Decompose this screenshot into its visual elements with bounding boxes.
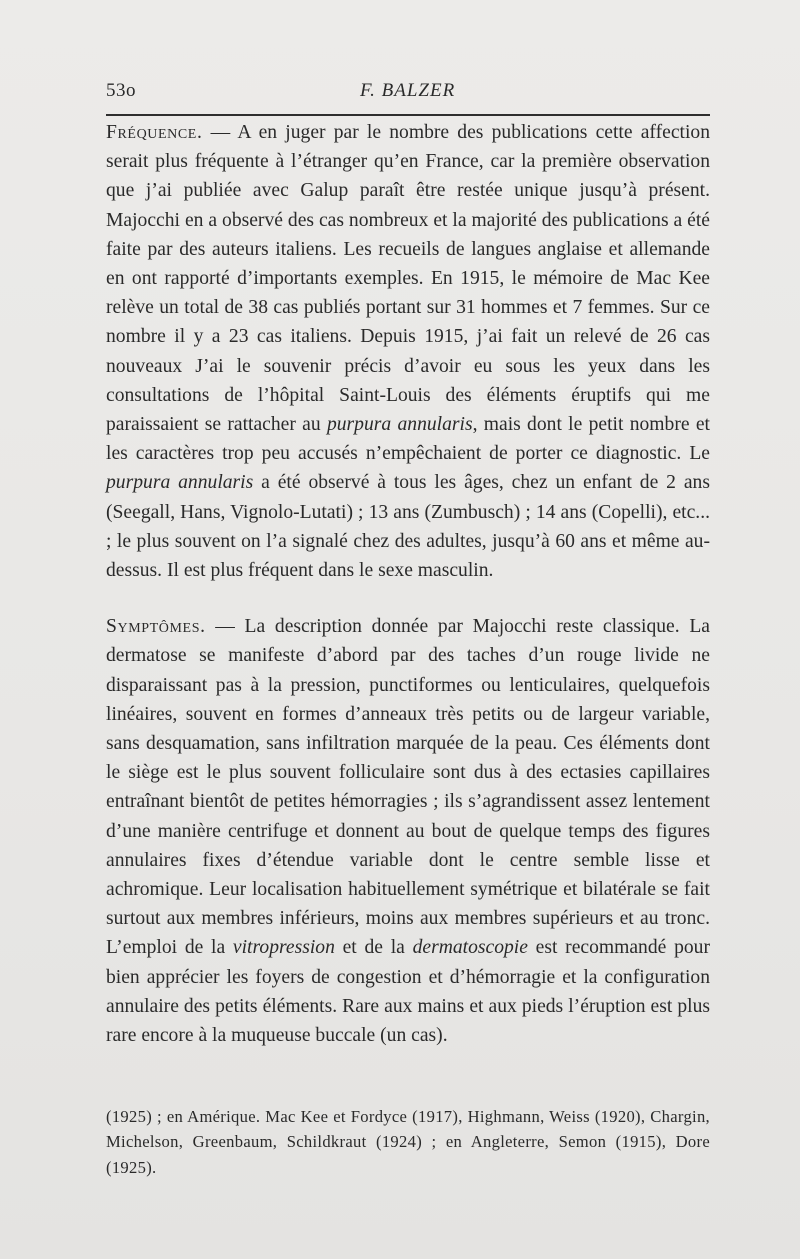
running-head: F. BALZER (360, 80, 456, 101)
footnote: (1925) ; en Amérique. Mac Kee et Fordyce (1917), Highmann, Weiss (1920), Chargin, Michelson, Greenbaum, Schildkraut (1924) ; en Angleterre, Semon (1915), Dore (1925). (106, 1107, 710, 1177)
section-heading: Fréquence. (106, 122, 203, 143)
paragraph-frequence (106, 118, 710, 585)
body-text (106, 118, 710, 1050)
text-segment: , mais dont le petit nombre et les caractères trop peu accusés n’empêchaient de porter ce diagnostic. Le (106, 414, 710, 465)
text-segment: — La description donnée par Majocchi reste classique. La dermatose se manifeste d’abord par des taches d’un rouge livide ne disparaissant pas à la pression, punctiformes ou lenticulaires, quelquefois linéaires, souvent en formes d’anneaux très petits ou de largeur variable, sans desquamation, sans infiltration marquée de la peau. Ces éléments dont le siège est le plus souvent folliculaire sont dus à des ectasies capillaires entraînant bientôt de petites hémorragies ; ils s’agrandissent assez lentement d’une manière centrifuge et donnent au bout de quelque temps des figures annulaires fixes d’étendue variable dont le centre semble lisse et achromique. Leur localisation habituellement symétrique et bilatérale se fait surtout aux membres inférieurs, moins aux membres supérieurs et au tronc. L’emploi de la (106, 616, 710, 959)
section-heading: Symptômes. (106, 616, 206, 638)
italic-term: purpura annularis (326, 414, 473, 436)
paragraph-symptomes (106, 612, 710, 1050)
page-header (106, 80, 710, 104)
page-number: 53o (106, 80, 136, 101)
text-segment: et de la (334, 937, 413, 959)
text-segment: est recommandé pour bien apprécier les foyers de congestion et d’hémorragie et la configuration annulaire des petits éléments. Rare aux mains et aux pieds l’éruption est plus rare encore à la muqueuse buccale (un cas). (106, 937, 710, 1047)
italic-term: purpura annularis (106, 472, 254, 494)
italic-term: vitropression (232, 937, 335, 959)
italic-term: dermatoscopie (412, 937, 528, 959)
text-segment: — A en juger par le nombre des publications cette affection serait plus fréquente à l’étranger qu’en France, car la première observation que j’ai publiée avec Galup paraît être restée unique jusqu’à présent. Majocchi en a observé des cas nombreux et la majorité des publications a été faite par des auteurs italiens. Les recueils de langues anglaise et allemande en ont rapporté d’importants exemples. En 1915, le mémoire de Mac Kee relève un total de 38 cas publiés portant sur 31 hommes et 7 femmes. Sur ce nombre il y a 23 cas italiens. Depuis 1915, j’ai fait un relevé de 26 cas nouveaux J’ai le souvenir précis d’avoir eu sous les yeux dans les consultations de l’hôpital Saint-Louis des éléments éruptifs qui me paraissaient se rattacher au (106, 122, 710, 436)
text-segment: a été observé à tous les âges, chez un enfant de 2 ans (Seegall, Hans, Vignolo-Lutati) ; 13 ans (Zumbusch) ; 14 ans (Copelli), etc... ; le plus souvent on l’a signalé chez des adultes, jusqu’à 60 ans et même au-dessus. Il est plus fréquent dans le sexe masculin. (106, 472, 710, 582)
header-rule (106, 114, 710, 116)
